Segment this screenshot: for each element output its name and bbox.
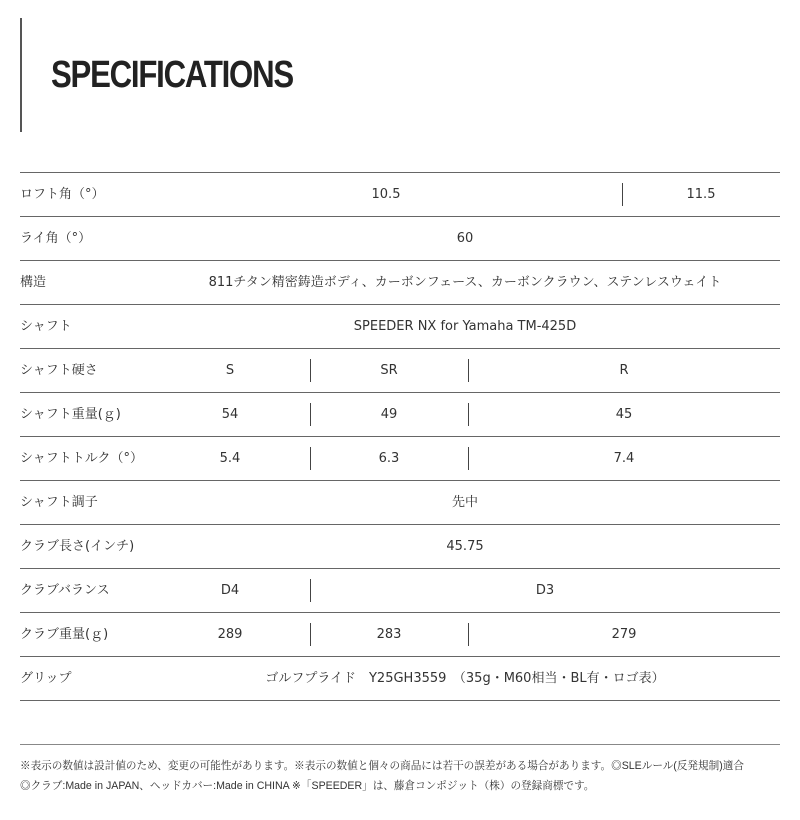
spec-row-swing-weight	[20, 569, 780, 613]
spec-value: 289	[217, 627, 243, 642]
row-label: クラブバランス	[20, 583, 110, 598]
spec-row-lie	[20, 217, 780, 261]
spec-value: 5.4	[219, 451, 241, 466]
spec-row-loft	[20, 173, 780, 217]
spec-value: 10.5	[371, 187, 401, 202]
row-label: シャフト調子	[20, 495, 98, 510]
footnote-line: ◎クラブ:Made in JAPAN、ヘッドカバー:Made in CHINA ※「SPEEDER」は、藤倉コンポジット（株）の登録商標です。	[20, 780, 595, 792]
spec-value: S	[225, 363, 235, 378]
spec-value: 45.75	[446, 539, 484, 554]
row-label: シャフト重量(ｇ)	[20, 407, 121, 422]
row-label: シャフト	[20, 319, 72, 334]
spec-row-kick-point	[20, 481, 780, 525]
spec-row-club-length	[20, 525, 780, 569]
row-label: グリップ	[20, 671, 72, 686]
spec-value: D3	[310, 569, 780, 612]
spec-value: 279	[468, 613, 780, 656]
page-title: SPECIFICATIONS	[51, 54, 293, 96]
spec-value: 54	[221, 407, 239, 422]
spec-value: 45	[468, 393, 780, 436]
footnote-line: ※表示の数値は設計値のため、変更の可能性があります。※表示の数値と個々の商品には若干の誤差がある場合があります。◎SLEルール(反発規制)適合	[20, 760, 744, 772]
row-label: クラブ重量(ｇ)	[20, 627, 109, 642]
row-label: 構造	[20, 275, 47, 290]
spec-value: 283	[310, 613, 468, 656]
spec-value: 49	[310, 393, 468, 436]
row-label: ロフト角（°）	[20, 187, 105, 202]
spec-value: D4	[220, 583, 240, 598]
spec-row-shaft-flex	[20, 349, 780, 393]
spec-table	[20, 172, 780, 701]
spec-row-shaft	[20, 305, 780, 349]
spec-row-shaft-weight	[20, 393, 780, 437]
spec-value: ゴルフプライド Y25GH3559 （35g・M60相当・BL有・ロゴ表）	[265, 671, 665, 686]
spec-row-construction	[20, 261, 780, 305]
spec-value: SPEEDER NX for Yamaha TM-425D	[353, 319, 577, 334]
spec-row-grip	[20, 657, 780, 701]
row-label: クラブ長さ(インチ)	[20, 539, 135, 554]
row-label: ライ角（°）	[20, 231, 92, 246]
row-label: シャフトトルク（°）	[20, 451, 143, 466]
spec-value: 7.4	[468, 437, 780, 480]
spec-value: 811チタン精密鋳造ボディ、カーボンフェース、カーボンクラウン、ステンレスウェイト	[208, 275, 722, 290]
spec-row-club-weight	[20, 613, 780, 657]
title-accent-bar	[20, 18, 22, 132]
spec-value: 6.3	[310, 437, 468, 480]
spec-value: 11.5	[622, 173, 780, 216]
row-label: シャフト硬さ	[20, 363, 98, 378]
footnotes	[20, 744, 780, 796]
spec-row-shaft-torque	[20, 437, 780, 481]
spec-value: SR	[310, 349, 468, 392]
spec-value: R	[468, 349, 780, 392]
spec-value: 60	[456, 231, 474, 246]
spec-value: 先中	[451, 495, 478, 510]
